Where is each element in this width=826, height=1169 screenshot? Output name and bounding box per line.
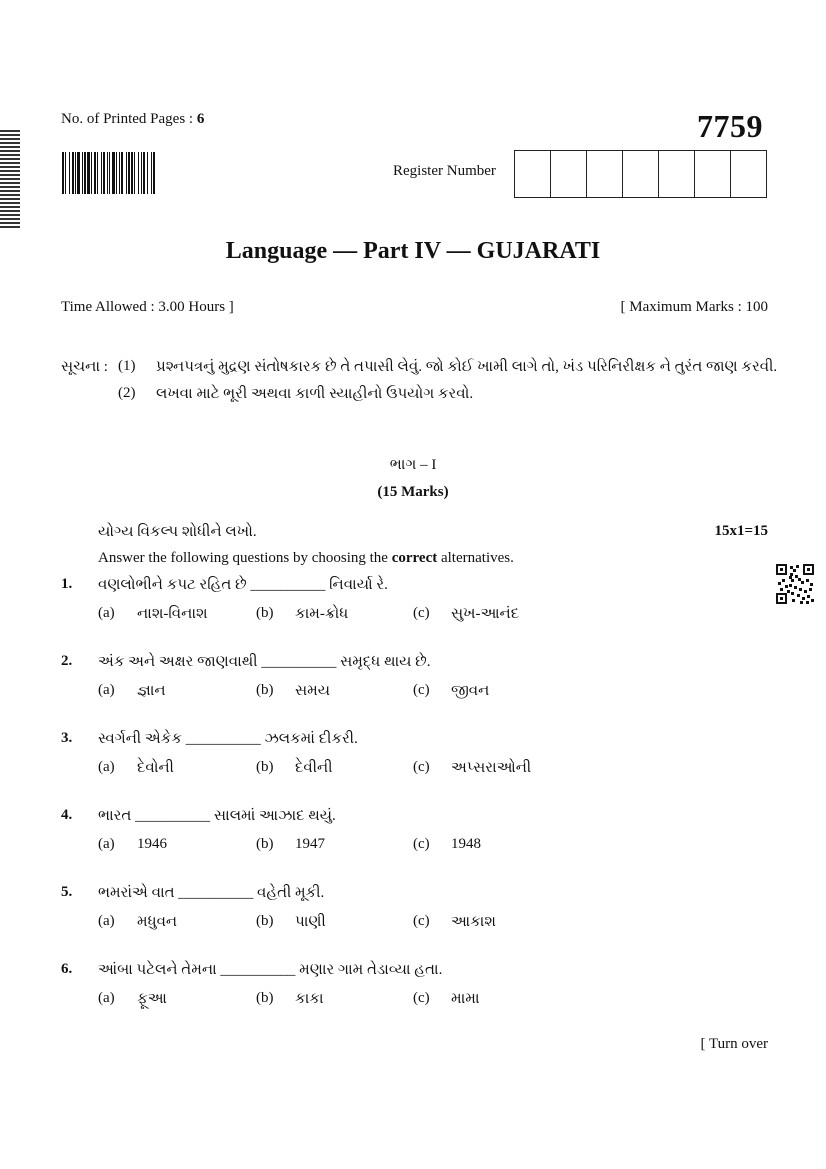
marks-formula: 15x1=15 [714,523,768,539]
option-label: (a) [98,990,115,1006]
option-label: (c) [413,605,430,621]
instruction-english-bold: correct [391,550,438,566]
option-label: (b) [256,836,274,852]
option-text: 1948 [451,836,481,852]
option-text: કામ-ક્રોધ [295,606,349,622]
question-text: વણલોભીને કપટ રહિત છે __________ નિવાર્યા રે. [98,577,388,593]
option-label: (a) [98,605,115,621]
option-text: ફૂઆ [137,991,167,1007]
option-text: દેવોની [137,760,174,776]
question-text: અંક અને અક્ષર જાણવાથી __________ સમૃદ્ધ થાય છે. [98,654,431,670]
option-text: જીવન [451,683,490,699]
maximum-marks: [ Maximum Marks : 100 [620,299,768,315]
option-text: કાકા [295,991,324,1007]
option-label: (b) [256,759,274,775]
option-label: (b) [256,990,274,1006]
section-heading: ભાગ – I [389,457,437,473]
option-text: આકાશ [451,914,496,930]
question-text: આંબા પટેલને તેમના __________ મણાર ગામ તેડાવ્યા હતા. [98,962,443,978]
question-number: 6. [61,961,73,977]
section-marks: (15 Marks) [377,484,449,500]
register-number-boxes[interactable] [514,150,767,198]
register-number-box[interactable] [659,151,695,197]
register-number-box[interactable] [695,151,731,197]
option-text: 1947 [295,836,325,852]
option-label: (c) [413,990,430,1006]
question-number: 1. [61,576,73,592]
option-label: (c) [413,913,430,929]
option-text: નાશ-વિનાશ [137,606,208,622]
option-label: (a) [98,836,115,852]
option-label: (a) [98,682,115,698]
option-text: મધુવન [137,914,178,930]
exam-title: Language — Part IV — GUJARATI [225,238,601,264]
printed-pages [61,111,204,128]
instruction-text: પ્રશ્નપત્રનું મુદ્રણ સંતોષકારક છે તે તપાસી લેવું. જો કોઈ ખામી લાગે તો, ખંડ પરિનિરીક્ષક ને તુરંત જાણ કરવી. [156,359,778,375]
turn-over-note: [ Turn over [700,1036,768,1052]
option-label: (b) [256,913,274,929]
register-number-box[interactable] [587,151,623,197]
option-label: (b) [256,682,274,698]
option-label: (b) [256,605,274,621]
instruction-gujarati: યોગ્ય વિકલ્પ શોધીને લખો. [98,524,257,540]
option-text: સુખ-આનંદ [451,606,520,622]
question-number: 5. [61,884,73,900]
registration-marks [0,130,20,228]
paper-code: 7759 [697,108,763,144]
option-text: પાણી [295,914,326,930]
option-text: દેવીની [295,760,333,776]
register-number-label: Register Number [393,163,496,179]
option-text: સમય [295,683,331,699]
question-text: ભમરાંએ વાત __________ વહેતી મૂકી. [98,885,325,901]
question-number: 2. [61,653,73,669]
instruction-number: (1) [118,358,136,374]
instruction-english [98,550,514,567]
printed-pages-label: No. of Printed Pages : [61,111,197,127]
option-label: (c) [413,759,430,775]
register-number-box[interactable] [551,151,587,197]
time-allowed: Time Allowed : 3.00 Hours ] [61,299,234,315]
instruction-english-post: alternatives. [437,550,514,566]
option-text: મામા [451,991,480,1007]
printed-pages-value: 6 [196,111,205,127]
question-text: સ્વર્ગની એકેક __________ ઝલકમાં દીકરી. [98,731,358,747]
barcode-image [62,152,228,194]
instruction-number: (2) [118,385,136,401]
question-number: 4. [61,807,73,823]
instruction-english-pre: Answer the following questions by choosing the [98,550,392,566]
option-label: (c) [413,682,430,698]
register-number-box[interactable] [731,151,766,197]
instruction-text: લખવા માટે ભૂરી અથવા કાળી સ્યાહીનો ઉપયોગ કરવો. [156,386,474,402]
option-label: (a) [98,759,115,775]
option-text: 1946 [137,836,167,852]
register-number-box[interactable] [515,151,551,197]
option-text: અપ્સરાઓની [451,760,532,776]
question-number: 3. [61,730,73,746]
instructions-label: સૂચના : [61,359,108,375]
option-text: જ્ઞાન [137,683,166,699]
option-label: (a) [98,913,115,929]
register-number-box[interactable] [623,151,659,197]
qr-code-image [776,564,814,604]
question-text: ભારત __________ સાલમાં આઝાદ થયું. [98,808,336,824]
option-label: (c) [413,836,430,852]
